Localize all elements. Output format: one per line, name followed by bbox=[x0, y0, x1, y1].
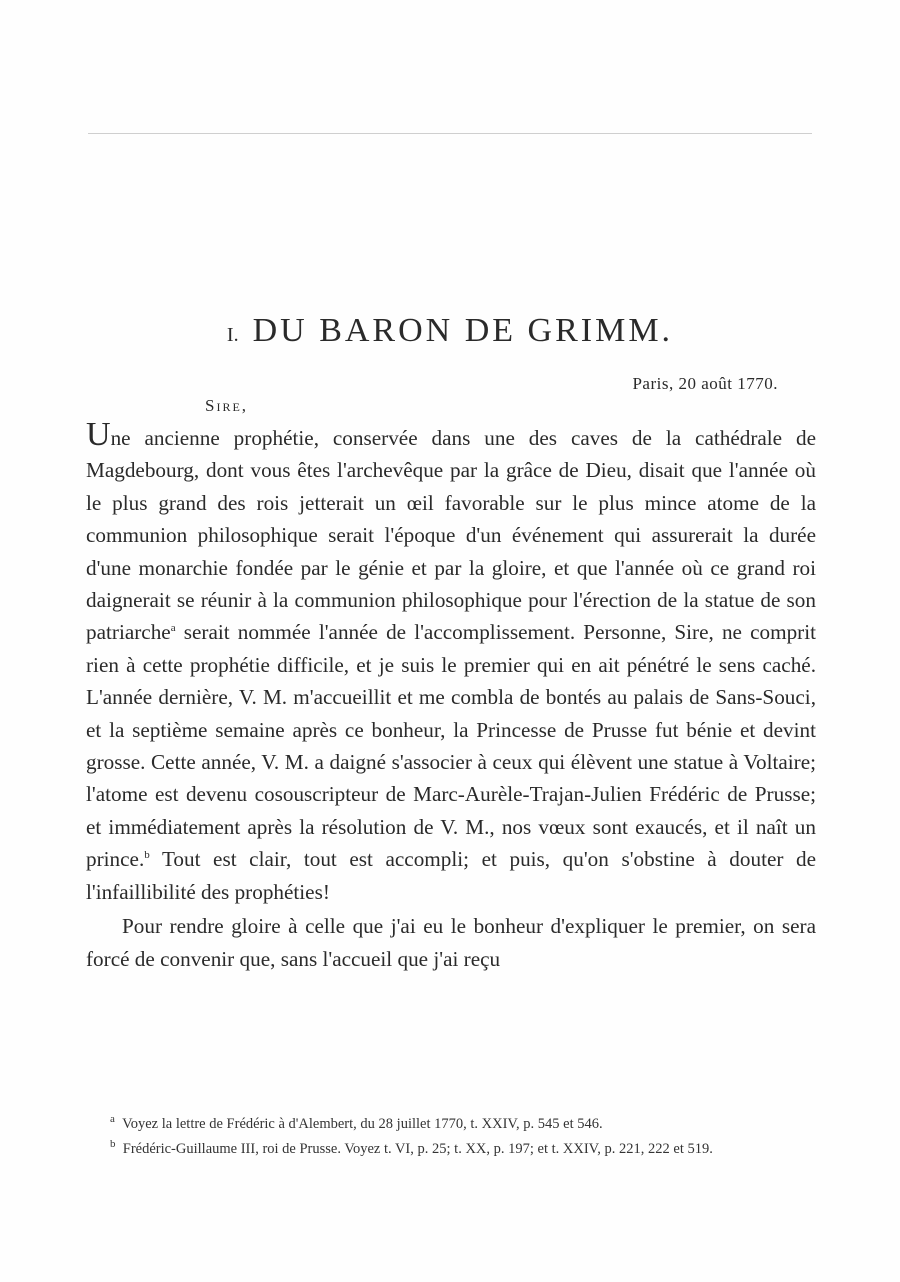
top-rule bbox=[88, 133, 812, 134]
dateline: Paris, 20 août 1770. bbox=[632, 374, 778, 393]
letter-title: DU BARON DE GRIMM. bbox=[252, 312, 674, 349]
footnote-b-text: Frédéric-Guillaume III, roi de Prusse. Voyez t. VI, p. 25; t. XX, p. 197; et t. XXIV, p. 221, 222 et 519. bbox=[122, 1141, 713, 1157]
paragraph-1 bbox=[86, 416, 816, 908]
footnote-marker-a: a bbox=[170, 622, 176, 635]
footnote-marker-b: b bbox=[144, 849, 150, 862]
footnote-a-marker: a bbox=[110, 1113, 115, 1126]
paragraph-2: Pour rendre gloire à celle que j'ai eu le bonheur d'expliquer le premier, on sera forcé de convenir que, sans l'accueil que j'ai reçu bbox=[86, 914, 816, 971]
letter-body bbox=[86, 416, 816, 975]
paragraph-1-text-c: Tout est clair, tout est accompli; et puis, qu'on s'obstine à douter de l'infaillibilité des prophéties! bbox=[86, 847, 816, 904]
drop-letter: U bbox=[86, 416, 111, 453]
footnotes bbox=[86, 1112, 816, 1162]
footnote-a-text: Voyez la lettre de Frédéric à d'Alembert, du 28 juillet 1770, t. XXIV, p. 545 et 546. bbox=[122, 1116, 603, 1132]
salutation: Sire, bbox=[205, 396, 249, 415]
footnote-a bbox=[86, 1112, 816, 1137]
footnote-b-marker: b bbox=[110, 1138, 116, 1151]
paragraph-1-text-a: ne ancienne prophétie, conservée dans une des caves de la cathédrale de Magdebourg, dont vous êtes l'archevêque par la grâce de Dieu, disait que l'année où le plus grand des rois jetterait un œil favorable sur le plus mince atome de la communion philosophique serait l'époque d'un événement qui assurerait la durée d'une monarchie fondée par le génie et par la gloire, et que l'année où ce grand roi daignerait se réunir à la communion philosophique pour l'érection de la statue de son patriarche bbox=[86, 426, 816, 645]
letter-number: I. bbox=[226, 324, 239, 346]
footnote-b bbox=[86, 1137, 816, 1162]
letter-heading bbox=[0, 312, 900, 350]
paragraph-1-text-b: serait nommée l'année de l'accomplissement. Personne, Sire, ne comprit rien à cette prophétie difficile, et je suis le premier qui en ait pénétré le sens caché. L'année dernière, V. M. m'accueillit et me combla de bontés au palais de Sans-Souci, et la septième semaine après ce bonheur, la Princesse de Prusse fut bénie et devint grosse. Cette année, V. M. a daigné s'associer à ceux qui élèvent une statue à Voltaire; l'atome est devenu cosouscripteur de Marc-Aurèle-Trajan-Julien Frédéric de Prusse; et immédiatement après la résolution de V. M., nos vœux sont exaucés, et il naît un prince. bbox=[86, 620, 816, 872]
